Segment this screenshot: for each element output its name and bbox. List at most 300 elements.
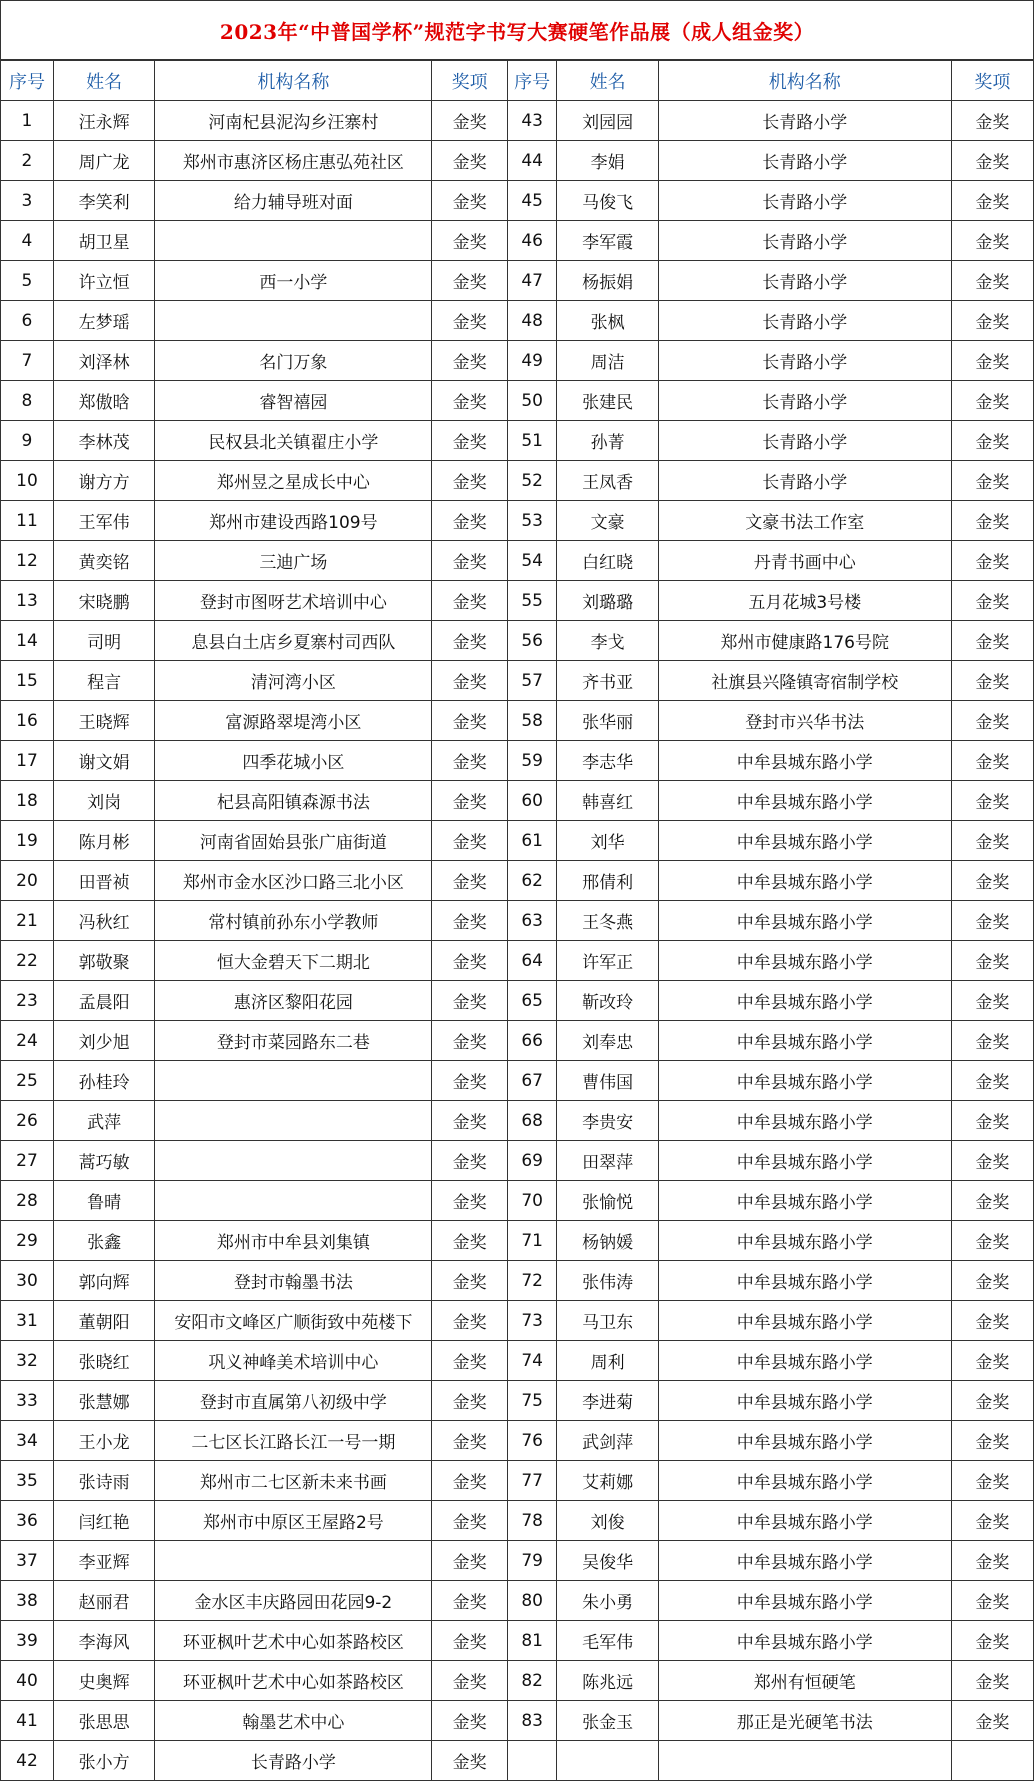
cell-seq: 45	[507, 181, 557, 221]
cell-seq: 47	[507, 261, 557, 301]
cell-name: 艾莉娜	[557, 1461, 658, 1501]
cell-seq: 25	[1, 1061, 54, 1101]
cell-org: 中牟县城东路小学	[658, 1181, 951, 1221]
cell-name: 郑傲晗	[53, 381, 154, 421]
cell-award: 金奖	[432, 1181, 507, 1221]
cell-award: 金奖	[951, 1621, 1033, 1661]
cell-name: 周广龙	[53, 141, 154, 181]
header-cell-award: 奖项	[432, 61, 507, 101]
cell-award: 金奖	[951, 1381, 1033, 1421]
cell-name: 武萍	[53, 1101, 154, 1141]
cell-seq: 11	[1, 501, 54, 541]
cell-seq: 33	[1, 1381, 54, 1421]
table-row	[1, 701, 1034, 741]
cell-seq: 51	[507, 421, 557, 461]
cell-seq: 56	[507, 621, 557, 661]
cell-org: 登封市图呀艺术培训中心	[155, 581, 432, 621]
cell-org: 那正是光硬笔书法	[658, 1701, 951, 1741]
cell-name: 李海风	[53, 1621, 154, 1661]
table-row	[1, 1221, 1034, 1261]
cell-name: 李笑利	[53, 181, 154, 221]
cell-org: 中牟县城东路小学	[658, 1421, 951, 1461]
cell-seq: 52	[507, 461, 557, 501]
cell-org: 郑州市中牟县刘集镇	[155, 1221, 432, 1261]
cell-name: 谢文娟	[53, 741, 154, 781]
cell-org: 中牟县城东路小学	[658, 1061, 951, 1101]
cell-award: 金奖	[432, 1341, 507, 1381]
cell-name: 刘园园	[557, 101, 658, 141]
cell-name: 李贵安	[557, 1101, 658, 1141]
cell-award: 金奖	[951, 1061, 1033, 1101]
cell-award: 金奖	[432, 421, 507, 461]
cell-name: 宋晓鹏	[53, 581, 154, 621]
cell-seq: 81	[507, 1621, 557, 1661]
cell-org: 长青路小学	[155, 1741, 432, 1781]
cell-seq: 21	[1, 901, 54, 941]
cell-award: 金奖	[951, 741, 1033, 781]
cell-name: 冯秋红	[53, 901, 154, 941]
cell-award: 金奖	[432, 1381, 507, 1421]
cell-org: 中牟县城东路小学	[658, 981, 951, 1021]
cell-award: 金奖	[951, 981, 1033, 1021]
cell-award: 金奖	[951, 1581, 1033, 1621]
cell-seq: 74	[507, 1341, 557, 1381]
header-row	[1, 61, 1034, 101]
table-row	[1, 1341, 1034, 1381]
header-cell-name: 姓名	[557, 61, 658, 101]
cell-org: 社旗县兴隆镇寄宿制学校	[658, 661, 951, 701]
cell-org: 中牟县城东路小学	[658, 861, 951, 901]
cell-org: 丹青书画中心	[658, 541, 951, 581]
cell-org	[658, 1741, 951, 1781]
header-cell-seq: 序号	[507, 61, 557, 101]
cell-org: 安阳市文峰区广顺街致中苑楼下	[155, 1301, 432, 1341]
cell-seq: 57	[507, 661, 557, 701]
cell-org: 郑州市二七区新未来书画	[155, 1461, 432, 1501]
cell-award	[951, 1741, 1033, 1781]
cell-org: 名门万象	[155, 341, 432, 381]
cell-seq: 39	[1, 1621, 54, 1661]
cell-seq: 82	[507, 1661, 557, 1701]
cell-seq: 23	[1, 981, 54, 1021]
cell-award: 金奖	[951, 1021, 1033, 1061]
table-row	[1, 1741, 1034, 1781]
cell-org: 登封市翰墨书法	[155, 1261, 432, 1301]
table-row	[1, 221, 1034, 261]
cell-seq: 18	[1, 781, 54, 821]
cell-seq: 20	[1, 861, 54, 901]
cell-org: 中牟县城东路小学	[658, 1021, 951, 1061]
table-row	[1, 1261, 1034, 1301]
cell-award: 金奖	[951, 581, 1033, 621]
cell-seq: 43	[507, 101, 557, 141]
table-row	[1, 781, 1034, 821]
cell-seq: 36	[1, 1501, 54, 1541]
table-row	[1, 1181, 1034, 1221]
cell-org: 恒大金碧天下二期北	[155, 941, 432, 981]
table-row	[1, 1581, 1034, 1621]
header-cell-org: 机构名称	[155, 61, 432, 101]
title-bar	[0, 0, 1034, 60]
cell-name: 杨振娟	[557, 261, 658, 301]
cell-org: 河南省固始县张广庙街道	[155, 821, 432, 861]
cell-org: 常村镇前孙东小学教师	[155, 901, 432, 941]
cell-name: 马俊飞	[557, 181, 658, 221]
table-row	[1, 1701, 1034, 1741]
table-row	[1, 341, 1034, 381]
cell-org: 长青路小学	[658, 301, 951, 341]
cell-org: 郑州市建设西路109号	[155, 501, 432, 541]
table-row	[1, 461, 1034, 501]
table-row	[1, 1141, 1034, 1181]
cell-name: 左梦瑶	[53, 301, 154, 341]
cell-seq: 2	[1, 141, 54, 181]
cell-name: 张建民	[557, 381, 658, 421]
cell-seq: 42	[1, 1741, 54, 1781]
cell-name: 胡卫星	[53, 221, 154, 261]
cell-name: 郭敬聚	[53, 941, 154, 981]
table-row	[1, 541, 1034, 581]
cell-seq: 65	[507, 981, 557, 1021]
cell-org: 中牟县城东路小学	[658, 821, 951, 861]
cell-name: 张愉悦	[557, 1181, 658, 1221]
table-row	[1, 381, 1034, 421]
cell-org: 民权县北关镇翟庄小学	[155, 421, 432, 461]
cell-seq: 67	[507, 1061, 557, 1101]
cell-seq: 50	[507, 381, 557, 421]
cell-award: 金奖	[951, 1221, 1033, 1261]
cell-seq: 29	[1, 1221, 54, 1261]
cell-award: 金奖	[432, 1541, 507, 1581]
cell-name: 李林茂	[53, 421, 154, 461]
cell-seq: 12	[1, 541, 54, 581]
cell-name: 王小龙	[53, 1421, 154, 1461]
cell-name: 李亚辉	[53, 1541, 154, 1581]
cell-name: 靳改玲	[557, 981, 658, 1021]
cell-name: 张慧娜	[53, 1381, 154, 1421]
cell-award: 金奖	[951, 1261, 1033, 1301]
cell-seq: 30	[1, 1261, 54, 1301]
table-row	[1, 261, 1034, 301]
table-row	[1, 141, 1034, 181]
table-row	[1, 741, 1034, 781]
cell-award: 金奖	[432, 1461, 507, 1501]
cell-award: 金奖	[432, 341, 507, 381]
cell-seq: 22	[1, 941, 54, 981]
cell-name: 许立恒	[53, 261, 154, 301]
cell-name: 李戈	[557, 621, 658, 661]
cell-award: 金奖	[432, 101, 507, 141]
cell-seq: 4	[1, 221, 54, 261]
cell-org: 长青路小学	[658, 381, 951, 421]
cell-award: 金奖	[432, 1581, 507, 1621]
cell-award: 金奖	[951, 461, 1033, 501]
cell-seq: 66	[507, 1021, 557, 1061]
cell-name: 程言	[53, 661, 154, 701]
cell-name: 郭向辉	[53, 1261, 154, 1301]
cell-org: 二七区长江路长江一号一期	[155, 1421, 432, 1461]
cell-award: 金奖	[432, 741, 507, 781]
table-row	[1, 621, 1034, 661]
cell-name: 刘俊	[557, 1501, 658, 1541]
cell-award: 金奖	[951, 621, 1033, 661]
cell-award: 金奖	[951, 1501, 1033, 1541]
cell-name: 董朝阳	[53, 1301, 154, 1341]
cell-org: 长青路小学	[658, 141, 951, 181]
cell-name: 王凤香	[557, 461, 658, 501]
cell-seq: 72	[507, 1261, 557, 1301]
cell-award: 金奖	[951, 301, 1033, 341]
cell-name: 张金玉	[557, 1701, 658, 1741]
cell-org: 中牟县城东路小学	[658, 741, 951, 781]
cell-org: 中牟县城东路小学	[658, 941, 951, 981]
cell-org: 中牟县城东路小学	[658, 1141, 951, 1181]
table-row	[1, 301, 1034, 341]
cell-name: 孙桂玲	[53, 1061, 154, 1101]
cell-award: 金奖	[432, 1701, 507, 1741]
cell-name: 王军伟	[53, 501, 154, 541]
cell-seq: 70	[507, 1181, 557, 1221]
cell-award: 金奖	[951, 261, 1033, 301]
cell-award: 金奖	[432, 941, 507, 981]
cell-award: 金奖	[951, 101, 1033, 141]
cell-seq: 5	[1, 261, 54, 301]
cell-name: 张小方	[53, 1741, 154, 1781]
cell-seq	[507, 1741, 557, 1781]
cell-award: 金奖	[432, 821, 507, 861]
cell-seq: 41	[1, 1701, 54, 1741]
cell-name: 刘华	[557, 821, 658, 861]
cell-seq: 3	[1, 181, 54, 221]
cell-seq: 24	[1, 1021, 54, 1061]
cell-name: 陈月彬	[53, 821, 154, 861]
cell-seq: 58	[507, 701, 557, 741]
cell-name: 曹伟国	[557, 1061, 658, 1101]
cell-seq: 32	[1, 1341, 54, 1381]
cell-seq: 61	[507, 821, 557, 861]
cell-org: 郑州市健康路176号院	[658, 621, 951, 661]
cell-org: 中牟县城东路小学	[658, 1221, 951, 1261]
cell-award: 金奖	[951, 1341, 1033, 1381]
cell-award: 金奖	[432, 301, 507, 341]
cell-award: 金奖	[432, 1021, 507, 1061]
cell-award: 金奖	[432, 1501, 507, 1541]
table-row	[1, 1301, 1034, 1341]
cell-org: 金水区丰庆路园田花园9-2	[155, 1581, 432, 1621]
cell-org: 环亚枫叶艺术中心如茶路校区	[155, 1621, 432, 1661]
cell-name: 李志华	[557, 741, 658, 781]
cell-seq: 40	[1, 1661, 54, 1701]
cell-award: 金奖	[432, 501, 507, 541]
cell-name: 赵丽君	[53, 1581, 154, 1621]
cell-award: 金奖	[432, 381, 507, 421]
cell-award: 金奖	[432, 181, 507, 221]
table-row	[1, 501, 1034, 541]
cell-award: 金奖	[432, 1621, 507, 1661]
cell-award: 金奖	[432, 981, 507, 1021]
table-row	[1, 1501, 1034, 1541]
cell-org: 中牟县城东路小学	[658, 1501, 951, 1541]
table-row	[1, 1061, 1034, 1101]
cell-award: 金奖	[951, 781, 1033, 821]
cell-name: 张华丽	[557, 701, 658, 741]
cell-award: 金奖	[432, 901, 507, 941]
cell-seq: 59	[507, 741, 557, 781]
cell-award: 金奖	[432, 1301, 507, 1341]
table-row	[1, 181, 1034, 221]
cell-org: 郑州昱之星成长中心	[155, 461, 432, 501]
cell-seq: 73	[507, 1301, 557, 1341]
table-row	[1, 1021, 1034, 1061]
cell-award: 金奖	[951, 941, 1033, 981]
cell-org: 中牟县城东路小学	[658, 1461, 951, 1501]
cell-award: 金奖	[951, 1661, 1033, 1701]
cell-award: 金奖	[432, 1741, 507, 1781]
cell-seq: 68	[507, 1101, 557, 1141]
table-row	[1, 901, 1034, 941]
cell-award: 金奖	[951, 541, 1033, 581]
cell-award: 金奖	[951, 141, 1033, 181]
cell-org: 息县白土店乡夏寨村司西队	[155, 621, 432, 661]
table-row	[1, 941, 1034, 981]
table-row	[1, 1381, 1034, 1421]
cell-award: 金奖	[951, 341, 1033, 381]
cell-org: 文豪书法工作室	[658, 501, 951, 541]
cell-org: 中牟县城东路小学	[658, 1581, 951, 1621]
cell-name: 李军霞	[557, 221, 658, 261]
cell-name: 陈兆远	[557, 1661, 658, 1701]
cell-name: 张晓红	[53, 1341, 154, 1381]
cell-seq: 38	[1, 1581, 54, 1621]
cell-org: 中牟县城东路小学	[658, 781, 951, 821]
table-row	[1, 861, 1034, 901]
cell-org: 中牟县城东路小学	[658, 1301, 951, 1341]
cell-award: 金奖	[951, 1181, 1033, 1221]
cell-name: 刘少旭	[53, 1021, 154, 1061]
cell-org: 惠济区黎阳花园	[155, 981, 432, 1021]
cell-award: 金奖	[951, 221, 1033, 261]
cell-org	[155, 1141, 432, 1181]
cell-seq: 54	[507, 541, 557, 581]
cell-name: 李进菊	[557, 1381, 658, 1421]
cell-name: 蒿巧敏	[53, 1141, 154, 1181]
cell-seq: 64	[507, 941, 557, 981]
cell-name: 李娟	[557, 141, 658, 181]
cell-name: 许军正	[557, 941, 658, 981]
cell-award: 金奖	[432, 1061, 507, 1101]
cell-org: 长青路小学	[658, 461, 951, 501]
cell-seq: 13	[1, 581, 54, 621]
cell-seq: 76	[507, 1421, 557, 1461]
cell-org: 长青路小学	[658, 181, 951, 221]
cell-org: 给力辅导班对面	[155, 181, 432, 221]
cell-award: 金奖	[951, 661, 1033, 701]
cell-org: 长青路小学	[658, 261, 951, 301]
cell-org: 长青路小学	[658, 221, 951, 261]
table-row	[1, 1621, 1034, 1661]
cell-award: 金奖	[432, 261, 507, 301]
table-row	[1, 1661, 1034, 1701]
cell-name: 周洁	[557, 341, 658, 381]
table-row	[1, 1461, 1034, 1501]
cell-award: 金奖	[432, 541, 507, 581]
cell-seq: 15	[1, 661, 54, 701]
cell-name: 史奥辉	[53, 1661, 154, 1701]
cell-award: 金奖	[432, 1661, 507, 1701]
cell-award: 金奖	[432, 1261, 507, 1301]
cell-seq: 10	[1, 461, 54, 501]
table-body	[1, 101, 1034, 1781]
table-row	[1, 981, 1034, 1021]
cell-seq: 69	[507, 1141, 557, 1181]
cell-seq: 8	[1, 381, 54, 421]
award-table	[0, 60, 1034, 1781]
cell-org: 登封市菜园路东二巷	[155, 1021, 432, 1061]
cell-org: 三迪广场	[155, 541, 432, 581]
cell-org: 中牟县城东路小学	[658, 901, 951, 941]
header-cell-seq: 序号	[1, 61, 54, 101]
cell-seq: 34	[1, 1421, 54, 1461]
cell-seq: 83	[507, 1701, 557, 1741]
cell-name: 闫红艳	[53, 1501, 154, 1541]
cell-name: 汪永辉	[53, 101, 154, 141]
cell-seq: 60	[507, 781, 557, 821]
cell-award: 金奖	[951, 1421, 1033, 1461]
cell-award: 金奖	[951, 861, 1033, 901]
cell-seq: 37	[1, 1541, 54, 1581]
cell-name: 田晋祯	[53, 861, 154, 901]
cell-name: 刘奉忠	[557, 1021, 658, 1061]
cell-seq: 26	[1, 1101, 54, 1141]
cell-name: 文豪	[557, 501, 658, 541]
cell-org: 登封市兴华书法	[658, 701, 951, 741]
cell-name: 韩喜红	[557, 781, 658, 821]
header-cell-org: 机构名称	[658, 61, 951, 101]
cell-award: 金奖	[951, 821, 1033, 861]
cell-award: 金奖	[951, 901, 1033, 941]
cell-seq: 79	[507, 1541, 557, 1581]
cell-name: 王冬燕	[557, 901, 658, 941]
cell-org: 清河湾小区	[155, 661, 432, 701]
cell-seq: 48	[507, 301, 557, 341]
cell-seq: 49	[507, 341, 557, 381]
table-row	[1, 1541, 1034, 1581]
cell-org	[155, 1061, 432, 1101]
cell-seq: 1	[1, 101, 54, 141]
cell-seq: 44	[507, 141, 557, 181]
cell-award: 金奖	[951, 1301, 1033, 1341]
cell-award: 金奖	[951, 1101, 1033, 1141]
table-row	[1, 1421, 1034, 1461]
cell-name: 齐书亚	[557, 661, 658, 701]
cell-org: 巩义神峰美术培训中心	[155, 1341, 432, 1381]
cell-name: 刘璐璐	[557, 581, 658, 621]
table-row	[1, 1101, 1034, 1141]
cell-org: 郑州市金水区沙口路三北小区	[155, 861, 432, 901]
cell-award: 金奖	[951, 1461, 1033, 1501]
table-row	[1, 661, 1034, 701]
cell-seq: 75	[507, 1381, 557, 1421]
cell-award: 金奖	[432, 461, 507, 501]
cell-name: 张伟涛	[557, 1261, 658, 1301]
cell-award: 金奖	[951, 1701, 1033, 1741]
cell-org: 中牟县城东路小学	[658, 1101, 951, 1141]
cell-award: 金奖	[432, 221, 507, 261]
cell-org: 翰墨艺术中心	[155, 1701, 432, 1741]
cell-name: 刘泽林	[53, 341, 154, 381]
cell-name: 谢方方	[53, 461, 154, 501]
cell-award: 金奖	[951, 1141, 1033, 1181]
